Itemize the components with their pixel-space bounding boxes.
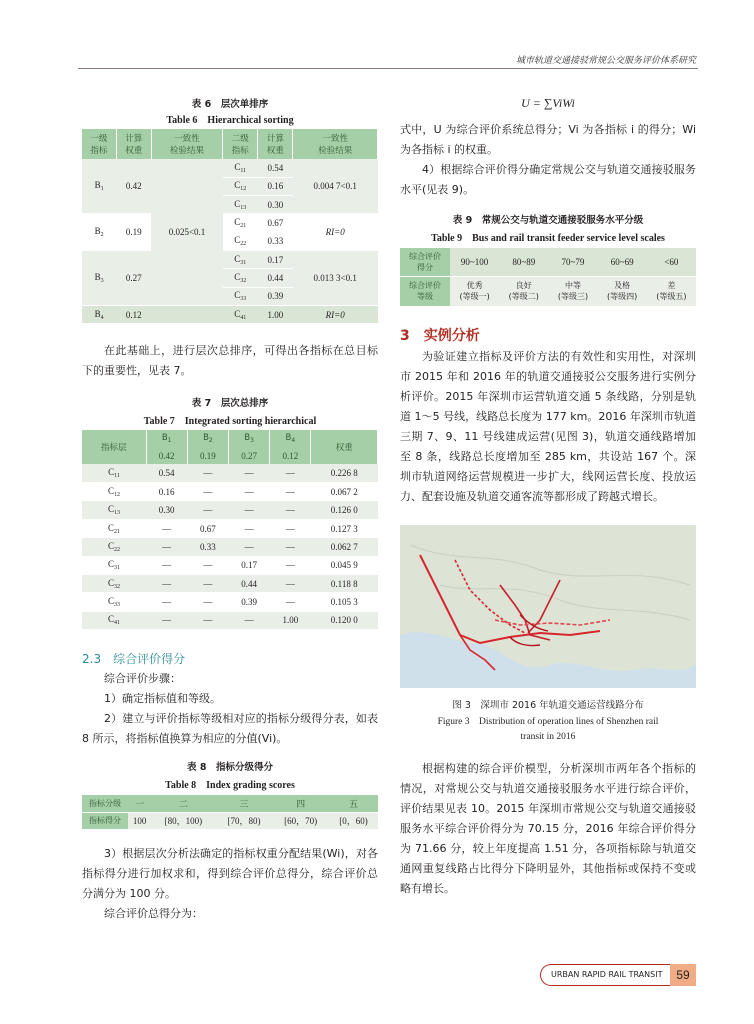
t7-b-weight-2: 0.27: [229, 447, 270, 464]
t6-second-level: $C_{22}$: [223, 232, 258, 250]
t6-second-level: $C_{41}$: [223, 305, 258, 323]
right-paragraph-4: 根据构建的综合评价模型，分析深圳市两年各个指标的情况，对常规公交与轨道交通接驳服务水平进行综合评价，评价结果见表 10。2015 年深圳市常规公交与轨道交通接驳服务水平综合评价得分为 70.15 分，2016 年综合评价得分为 71.66 分，较上年度提高 1.51 分，各项指标除与轨道交通网重复线路占比得分下降明显外，其他指标或保持不变或略有增长。: [400, 761, 696, 895]
t6-second-weight: 0.17: [258, 250, 293, 268]
t7-cell: —: [229, 519, 270, 537]
t7-weight: 0.045 9: [311, 556, 378, 574]
t6-second-level-subscript: 32: [240, 277, 247, 284]
journal-running-title: 城市轨道交通接驳常规公交服务评价体系研究: [515, 56, 696, 66]
t6-first-weight: 0.19: [116, 214, 151, 251]
t7-b-weight-3: 0.12: [270, 447, 311, 464]
t7-row-label-subscript: 12: [114, 491, 121, 498]
t7-cell: 0.17: [229, 556, 270, 574]
t6-first-level-subscript: 3: [100, 277, 104, 284]
t7-row: [82, 575, 378, 593]
t7-cell: —: [146, 611, 187, 629]
t7-header-row-1: [82, 430, 378, 447]
t7-cell: —: [146, 575, 187, 593]
t7-b-header-2: $B_3$: [229, 430, 270, 447]
table8: [82, 795, 378, 830]
t7-row-label: $C_{41}$: [82, 611, 146, 629]
t6-second-level: $C_{33}$: [223, 287, 258, 305]
t6-first-weight: 0.27: [116, 250, 151, 305]
t8-cell: 100: [128, 812, 151, 829]
t9-cell: 80~89: [499, 248, 548, 276]
table7-caption-cn: 表 7 层次总排序: [191, 398, 269, 410]
t8-row: [82, 795, 378, 812]
t8-cell: 三: [216, 795, 273, 812]
right-paragraph-2: 4）根据综合评价得分确定常规公交与轨道交通接驳服务水平(见表 9)。: [400, 163, 696, 196]
t6-second-weight: 0.44: [258, 269, 293, 287]
section-2-3-heading: 2.3 综合评价得分: [82, 652, 186, 667]
t8-cell: [0，60): [329, 812, 378, 829]
t9-cell: 60~69: [598, 248, 647, 276]
t6-second-level-cr: 0.013 3<0.1: [293, 250, 378, 305]
t7-cell: —: [270, 538, 311, 556]
left-paragraph-5: 3）根据层次分析法确定的指标权重分配结果(Wi)，对各指标得分进行加权求和，得到综合评价总得分，综合评价总分满分为 100 分。: [82, 846, 378, 900]
t7-cell: —: [270, 575, 311, 593]
t7-cell: —: [229, 483, 270, 501]
page-number: 59: [670, 964, 696, 986]
t7-row: [82, 501, 378, 519]
table6-caption-cn: 表 6 层次单排序: [191, 99, 269, 110]
t6-second-level: $C_{11}$: [223, 159, 258, 177]
t7-cell: —: [270, 483, 311, 501]
t6-second-level: $C_{21}$: [223, 214, 258, 232]
rail-map-svg: [400, 525, 696, 688]
t7-row: [82, 464, 378, 482]
t9-cell: 90~100: [450, 248, 499, 276]
table8-caption-en: Table 8 Index grading scores: [165, 780, 295, 792]
right-paragraph-3: 为验证建立指标及评价方法的有效性和实用性，对深圳市 2015 年和 2016 年的轨道交通接驳公交服务进行实例分析评价。2015 年深圳市运营轨道交通 5 条线路，分别是轨道 1～5 号线，线路总长度为 177 km。2016 年深圳市轨道三期 7、9、11 号线建成运营(见图 3)，轨道交通线路增加至 8 条，线路总长度增加至 285 km，共设站 167 个。深圳市轨道网络运营规模进一步扩大，线网运营长度、投放运力、配套设施及轨道交通客流等都形成了跨越式增长。: [400, 349, 696, 503]
t7-cell: 0.54: [146, 464, 187, 482]
t6-second-level-subscript: 33: [240, 296, 247, 303]
t7-b-header-2-subscript: 3: [250, 437, 254, 445]
shenzhen-rail-map-figure: [400, 525, 696, 688]
t7-weight: 0.067 2: [311, 483, 378, 501]
t6-second-level-subscript: 21: [240, 223, 247, 230]
t7-row-label: $C_{33}$: [82, 593, 146, 611]
t7-cell: —: [146, 538, 187, 556]
t9-row-header: 综合评价 得分: [400, 248, 450, 276]
t7-cell: —: [270, 464, 311, 482]
t7-cell: —: [270, 593, 311, 611]
t8-cell: 五: [329, 795, 378, 812]
t7-row-label-subscript: 21: [114, 528, 121, 535]
t6-first-level-subscript: 2: [100, 232, 104, 239]
t7-row-label-subscript: 11: [114, 473, 120, 480]
figure3-caption-cn: 图 3 深圳市 2016 年轨道交通运营线路分布: [452, 699, 644, 711]
t7-b-header-1-subscript: 2: [208, 437, 213, 445]
t7-row: [82, 538, 378, 556]
t9-cell: 70~79: [548, 248, 597, 276]
t8-row-header: 指标得分: [82, 812, 128, 829]
t6-second-level-subscript: 41: [240, 314, 247, 321]
t6-second-level-subscript: 22: [240, 241, 247, 248]
t6-first-weight: 0.42: [116, 159, 151, 214]
t7-cell: —: [229, 538, 270, 556]
t7-weight: 0.062 7: [311, 538, 378, 556]
t7-row-label-subscript: 41: [114, 620, 121, 627]
table8-caption-cn: 表 8 指标分级得分: [187, 762, 273, 774]
t6-second-level-cr: RI=0: [293, 305, 378, 323]
t9-cell: 中等 (等级三): [548, 276, 597, 306]
t7-cell: 0.33: [187, 538, 228, 556]
t7-cell: —: [270, 501, 311, 519]
figure3-caption-en-line1: Figure 3 Distribution of operation lines of Shenzhen rail: [437, 716, 659, 727]
t7-row-label: $C_{32}$: [82, 575, 146, 593]
left-column: [82, 96, 378, 924]
t6-row: [82, 159, 378, 177]
t6-second-weight: 0.67: [258, 214, 293, 232]
t7-cell: —: [187, 483, 228, 501]
t7-weight: 0.226 8: [311, 464, 378, 482]
table7: [82, 430, 378, 630]
t6-second-weight: 0.39: [258, 287, 293, 305]
t6-second-weight: 1.00: [258, 305, 293, 323]
t7-row-label-subscript: 32: [114, 583, 121, 590]
t7-row-label: $C_{31}$: [82, 556, 146, 574]
t7-row: [82, 556, 378, 574]
t7-row: [82, 611, 378, 629]
t8-cell: [80，100): [151, 812, 215, 829]
t7-cell: —: [187, 611, 228, 629]
t7-row-label: $C_{22}$: [82, 538, 146, 556]
t9-cell: 及格 (等级四): [598, 276, 647, 306]
t6-second-level-cr: 0.004 7<0.1: [293, 159, 378, 214]
t7-cell: —: [146, 519, 187, 537]
right-column: [400, 96, 696, 899]
t6-header-1: 计算 权重: [116, 129, 151, 159]
t6-first-level-cr-last: [151, 305, 222, 323]
table6: [82, 129, 378, 324]
t6-second-level-subscript: 12: [240, 186, 247, 193]
t7-cell: 0.44: [229, 575, 270, 593]
t8-row: [82, 812, 378, 829]
t7-cell: —: [187, 464, 228, 482]
t6-first-level: $B_1$: [82, 159, 116, 214]
t7-weight: 0.118 8: [311, 575, 378, 593]
t7-row-label: $C_{13}$: [82, 501, 146, 519]
t6-header-5: 一致性 检验结果: [293, 129, 378, 159]
t7-weight: 0.127 3: [311, 519, 378, 537]
table9: [400, 248, 696, 307]
t7-cell: 0.39: [229, 593, 270, 611]
t7-cell: —: [229, 611, 270, 629]
t7-cell: —: [146, 593, 187, 611]
t9-cell: 良好 (等级二): [499, 276, 548, 306]
t6-row: [82, 250, 378, 268]
section-3-heading: 3 实例分析: [400, 327, 480, 344]
t6-first-level-subscript: 1: [100, 186, 104, 193]
formula-u: U = ∑ViWi: [521, 96, 575, 110]
t6-second-level-subscript: 31: [240, 259, 247, 266]
t6-header-0: 一级 指标: [82, 129, 116, 159]
t8-cell: [60，70): [272, 812, 329, 829]
t7-cell: 0.67: [187, 519, 228, 537]
t7-cell: 1.00: [270, 611, 311, 629]
t6-second-level: $C_{32}$: [223, 269, 258, 287]
header-rule: [78, 68, 698, 69]
t9-row-header: 综合评价 等级: [400, 276, 450, 306]
t6-second-weight: 0.30: [258, 196, 293, 214]
t7-cell: —: [187, 575, 228, 593]
t7-weight: 0.105 3: [311, 593, 378, 611]
t8-cell: [70，80): [216, 812, 273, 829]
t7-row-label-subscript: 13: [114, 510, 121, 517]
t7-cell: —: [229, 501, 270, 519]
t6-header-3: 二级 指标: [223, 129, 258, 159]
t7-cell: —: [270, 519, 311, 537]
t7-cell: —: [187, 501, 228, 519]
t7-weight: 0.126 0: [311, 501, 378, 519]
left-paragraph-1: 在此基础上，进行层次总排序，可得出各指标在总目标下的重要性，见表 7。: [82, 344, 378, 378]
left-paragraph-6: 综合评价总得分为：: [104, 906, 203, 920]
t6-header-4: 计算 权重: [258, 129, 293, 159]
left-paragraph-3: 1）确定指标值和等级。: [104, 692, 221, 706]
t7-row: [82, 483, 378, 501]
t6-second-weight: 0.33: [258, 232, 293, 250]
t6-row: [82, 305, 378, 323]
t7-b-header-3-subscript: 4: [291, 437, 296, 445]
table9-caption-en: Table 9 Bus and rail transit feeder service level scales: [431, 233, 665, 244]
t6-second-level: $C_{31}$: [223, 250, 258, 268]
t7-cell: —: [229, 464, 270, 482]
t6-header-2: 一致性 检验结果: [151, 129, 222, 159]
t6-first-level: $B_4$: [82, 305, 116, 323]
right-paragraph-1: 式中，U 为综合评价系统总得分；Vi 为各指标 i 的得分；Wi 为各指标 i 的权重。: [400, 123, 696, 156]
t6-first-level-subscript: 4: [100, 314, 104, 321]
t6-second-weight: 0.54: [258, 159, 293, 177]
t6-second-level-subscript: 13: [240, 204, 247, 211]
footer-journal-name: URBAN RAPID RAIL TRANSIT: [540, 964, 670, 986]
t6-first-level-cr: 0.025<0.1: [151, 159, 222, 305]
t7-cell: —: [270, 556, 311, 574]
table6-caption-en: Table 6 Hierarchical sorting: [166, 115, 294, 126]
table9-caption-cn: 表 9 常规公交与轨道交通接驳服务水平分级: [452, 215, 644, 226]
t8-row-header: 指标分级: [82, 795, 128, 812]
t9-cell: 差 (等级五): [647, 276, 696, 306]
t6-row: [82, 214, 378, 232]
t7-row-label: $C_{21}$: [82, 519, 146, 537]
t7-weight-header: 权重: [311, 430, 378, 464]
t9-cell: <60: [647, 248, 696, 276]
t7-row: [82, 519, 378, 537]
t6-second-level: $C_{12}$: [223, 177, 258, 195]
t7-row-label-subscript: 22: [114, 546, 121, 553]
table7-caption-en: Table 7 Integrated sorting hierarchical: [143, 416, 317, 428]
t8-cell: 二: [151, 795, 215, 812]
t7-b-header-0: $B_1$: [146, 430, 187, 447]
t9-row: [400, 276, 696, 306]
t6-second-level: $C_{13}$: [223, 196, 258, 214]
left-paragraph-4: 2）建立与评价指标等级相对应的指标分级得分表，如表 8 所示，将指标值换算为相应的分值(Vi)。: [82, 712, 378, 746]
t7-weight: 0.120 0: [311, 611, 378, 629]
t7-row-label: $C_{11}$: [82, 464, 146, 482]
figure3-caption-en-line2: transit in 2016: [520, 731, 576, 742]
t6-first-level: $B_2$: [82, 214, 116, 251]
t7-cell: 0.30: [146, 501, 187, 519]
left-paragraph-2: 综合评价步骤：: [104, 672, 181, 686]
t7-b-header-3: $B_4$: [270, 430, 311, 447]
t7-cell: 0.16: [146, 483, 187, 501]
t7-b-header-1: $B_2$: [187, 430, 228, 447]
t7-row-label: $C_{12}$: [82, 483, 146, 501]
t7-cell: —: [146, 556, 187, 574]
t9-row: [400, 248, 696, 276]
t6-second-level-subscript: 11: [240, 167, 247, 174]
t7-corner-header: 指标层: [82, 430, 146, 464]
t6-first-weight: 0.12: [116, 305, 151, 323]
t7-cell: —: [187, 556, 228, 574]
t6-first-level: $B_3$: [82, 250, 116, 305]
t8-cell: 一: [128, 795, 151, 812]
t9-cell: 优秀 (等级一): [450, 276, 499, 306]
t7-b-weight-0: 0.42: [146, 447, 187, 464]
t7-row-label-subscript: 33: [114, 602, 121, 609]
t7-row: [82, 593, 378, 611]
t7-row-label-subscript: 31: [114, 565, 121, 572]
t8-cell: 四: [272, 795, 329, 812]
t6-second-level-cr: RI=0: [293, 214, 378, 251]
t7-b-weight-1: 0.19: [187, 447, 228, 464]
t7-b-header-0-subscript: 1: [167, 437, 172, 445]
t7-cell: —: [187, 593, 228, 611]
t6-second-weight: 0.16: [258, 177, 293, 195]
